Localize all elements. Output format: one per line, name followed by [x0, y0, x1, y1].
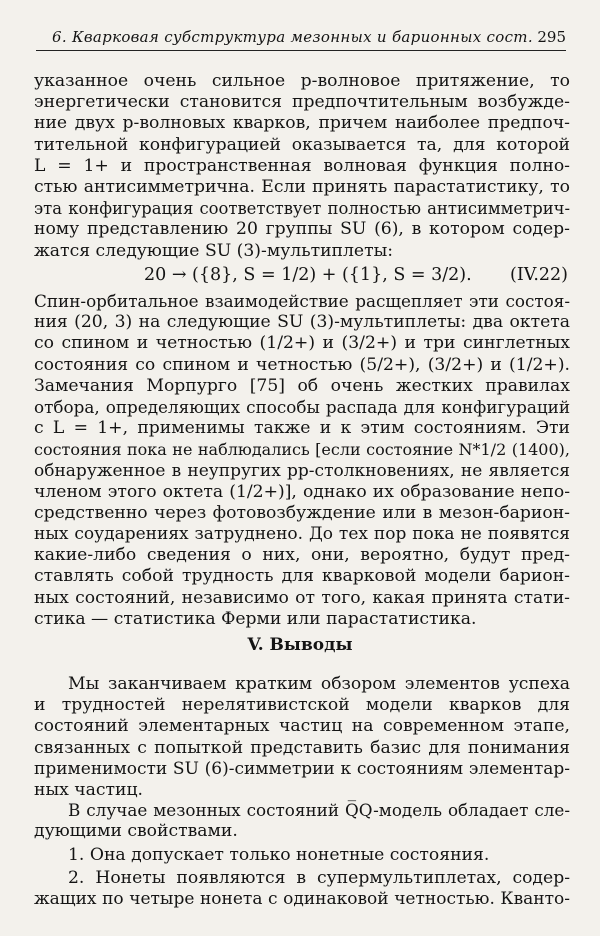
text-line: связанных с попыткой представить базис для понимания	[34, 737, 570, 758]
text-line: обнаруженное в неупругих pp-столкновениях, не является	[34, 460, 570, 481]
running-title: 6. Кварковая субструктура мезонных и барионных сост.	[52, 28, 533, 46]
text-line: применимости SU (6)-симметрии к состояниям элементар-	[34, 758, 570, 779]
text-line: ному представлению 20 группы SU (6), в котором содер-	[34, 219, 570, 240]
text-line: отбора, определяющих способы распада для конфигураций	[34, 396, 570, 417]
paragraph-meson-states	[34, 800, 570, 842]
text-line: жащих по четыре нонета с одинаковой четностью. Кванто-	[34, 889, 570, 910]
text-line: 1. Она допускает только нонетные состояния.	[68, 845, 490, 865]
text-line: эта конфигурация соответствует полностью антисимметрич-	[34, 199, 570, 219]
paragraph-continuation	[34, 71, 570, 262]
text-line: с L = 1+, применимы также и к этим состояниям. Эти	[34, 418, 570, 439]
text-line: Мы заканчиваем кратким обзором элементов успеха	[68, 674, 570, 694]
text-line: и трудностей нерелятивистской модели кварков для	[34, 695, 570, 716]
text-line: указанное очень сильное p-волновое притяжение, то	[34, 71, 570, 91]
paragraph-conclusions	[34, 674, 570, 801]
text-line: энергетически становится предпочтительным возбужде-	[34, 92, 570, 113]
text-line: стика — статистика Ферми или парастатистика.	[34, 608, 477, 629]
section-title: V. Выводы	[247, 635, 353, 655]
text-line: средственно через фотовозбуждение или в мезон-барион-	[34, 502, 570, 523]
text-line: стью антисимметрична. Если принять парастатистику, то	[34, 176, 570, 197]
page-number: 295	[537, 28, 566, 46]
list-item-1	[34, 845, 570, 866]
text-line: 2. Нонеты появляются в супермультиплетах, содер-	[68, 868, 570, 888]
text-line: со спином и четностью (1/2+) и (3/2+) и три синглетных	[34, 333, 570, 354]
text-line: В случае мезонных состояний Q̅Q-модель обладает сле-	[68, 800, 570, 820]
running-header	[36, 26, 566, 51]
text-line: дующими свойствами.	[34, 821, 238, 842]
text-line: состояний элементарных частиц на современном этапе,	[34, 716, 570, 737]
text-line: Спин-орбитальное взаимодействие расщепляет эти состоя-	[34, 291, 570, 311]
text-line: состояния пока не наблюдались [если состояние N*1/2 (1400),	[34, 440, 570, 460]
text-line: ставлять собой трудность для кварковой модели барион-	[34, 566, 570, 587]
text-line: какие-либо сведения о них, они, вероятно, будут пред-	[34, 545, 570, 566]
text-line: ных состояний, независимо от того, какая принята стати-	[34, 587, 570, 608]
text-line: Замечания Морпурго [75] об очень жестких правилах	[34, 375, 570, 396]
text-line: членом этого октета (1/2+)], однако их образование непо-	[34, 481, 570, 502]
paragraph-spin-orbit	[34, 291, 570, 630]
equation-number: (IV.22)	[510, 265, 568, 285]
list-item-2	[34, 868, 570, 910]
text-line: ных соударениях затруднено. До тех пор пока не появятся	[34, 524, 570, 545]
text-line: ных частиц.	[34, 779, 144, 800]
text-line: жатся следующие SU (3)-мультиплеты:	[34, 240, 394, 261]
text-line: ния (20, 3) на следующие SU (3)-мультиплеты: два октета	[34, 312, 570, 333]
text-line: состояния со спином и четностью (5/2+), (3/2+) и (1/2+).	[34, 354, 570, 375]
text-line: ние двух p-волновых кварков, причем наиболее предпоч-	[34, 113, 570, 134]
text-line: тительной конфигурацией оказывается та, для которой	[34, 134, 570, 155]
text-line: L = 1+ и пространственная волновая функция полно-	[34, 155, 570, 176]
equation-formula: 20 → ({8}, S = 1/2) + ({1}, S = 3/2).	[144, 265, 472, 285]
equation-iv-22	[34, 263, 570, 287]
